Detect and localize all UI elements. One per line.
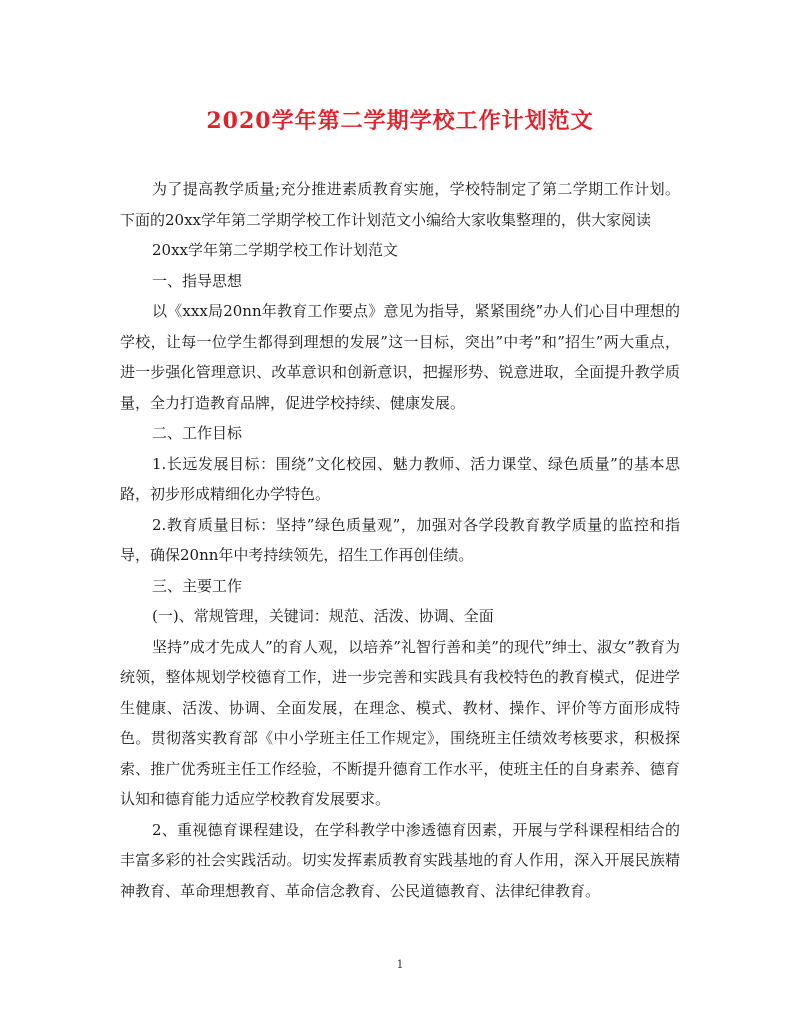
paragraph-goal-long-term: 1.长远发展目标：围绕”文化校园、魅力教师、活力课堂、绿色质量”的基本思路，初步形成精细化办学特色。 [120,454,680,503]
paragraph-routine-management: 坚持”成才先成人”的育人观，以培养”礼智行善和美”的现代”绅士、淑女”教育为统领，整体规划学校德育工作，进一步完善和实践具有我校特色的教育模式，促进学生健康、活泼、协调、全面发展，在理念、模式、教材、操作、评价等方面形成特色。贯彻落实教育部《中小学班主任工作规定》，围绕班主任绩效考核要求，积极探索、推广优秀班主任工作经验，不断提升德育工作水平，使班主任的自身素养、德育认知和德育能力适应学校教育发展要求。 [120,637,680,808]
document-title: 2020学年第二学期学校工作计划范文 [206,108,594,134]
heading-work-goals: 二、工作目标 [152,424,243,442]
heading-guiding-thought: 一、指导思想 [152,271,243,290]
page-number: 1 [396,958,404,971]
paragraph-subtitle: 20xx学年第二学期学校工作计划范文 [152,241,399,259]
paragraph-moral-curriculum: 2、重视德育课程建设，在学科教学中渗透德育因素，开展与学科课程相结合的丰富多彩的社会实践活动。切实发挥素质教育实践基地的育人作用，深入开展民族精神教育、革命理想教育、革命信念教育、公民道德教育、法律纪律教育。 [120,820,680,900]
paragraph-guiding-thought: 以《xxx局20nn年教育工作要点》意见为指导，紧紧围绕”办人们心目中理想的学校，让每一位学生都得到理想的发展”这一目标，突出”中考”和”招生”两大重点，进一步强化管理意识、改革意识和创新意识，把握形势、锐意进取，全面提升教学质量，全力打造教育品牌，促进学校持续、健康发展。 [120,302,680,412]
heading-main-work: 三、主要工作 [152,576,243,595]
document-body [120,174,680,906]
paragraph-intro: 为了提高教学质量;充分推进素质教育实施，学校特制定了第二学期工作计划。下面的20xx学年第二学期学校工作计划范文小编给大家收集整理的，供大家阅读 [120,180,680,229]
subheading-routine-management: (一)、常规管理，关键词：规范、活泼、协调、全面 [152,607,494,625]
paragraph-goal-quality: 2.教育质量目标：坚持”绿色质量观”，加强对各学段教育教学质量的监控和指导，确保20nn年中考持续领先，招生工作再创佳绩。 [120,515,680,564]
